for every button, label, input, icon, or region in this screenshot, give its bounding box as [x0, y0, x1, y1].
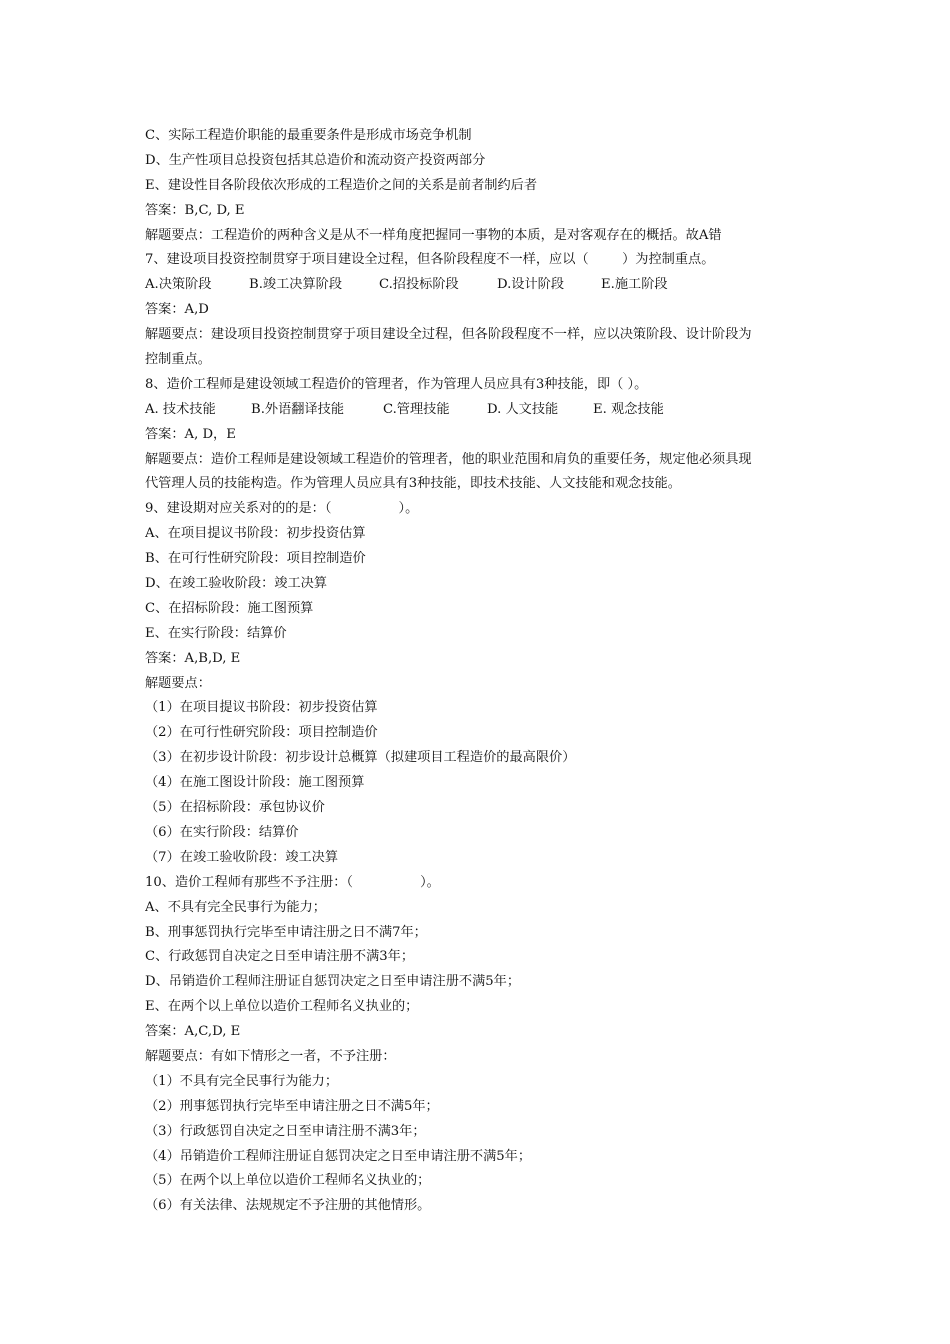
text-line: （4）吊销造价工程师注册证自惩罚决定之日至申请注册不满5年；	[145, 1148, 532, 1164]
text-line: 解题要点：有如下情形之一者，不予注册：	[145, 1048, 396, 1064]
text-line: 代管理人员的技能构造。作为管理人员应具有3种技能，即技术技能、人文技能和观念技能。	[145, 476, 681, 492]
q8-option-d: D. 人文技能	[487, 401, 559, 417]
text-line: 解题要点：建设项目投资控制贯穿于项目建设全过程，但各阶段程度不一样，应以决策阶段、设计阶段为	[145, 327, 752, 343]
q7-option-e: E.施工阶段	[601, 277, 668, 293]
text-line: 10、造价工程师有那些不予注册：（ ）。	[145, 874, 440, 890]
text-line: （6）有关法律、法规规定不予注册的其他情形。	[145, 1198, 431, 1214]
text-line: C、行政惩罚自决定之日至申请注册不满3年；	[145, 949, 415, 965]
q8-options-row	[145, 398, 825, 423]
text-line: 解题要点：	[145, 675, 211, 691]
q7-option-c: C.招投标阶段	[379, 277, 459, 293]
text-block-c	[145, 423, 825, 1220]
text-line: 答案：B,C, D, E	[145, 202, 245, 218]
q8-option-b: B.外语翻译技能	[251, 401, 345, 417]
document-page	[145, 124, 825, 1219]
q7-option-a: A.决策阶段	[145, 277, 212, 293]
text-line: （5）在两个以上单位以造价工程师名义执业的；	[145, 1173, 431, 1189]
text-line: 解题要点：工程造价的两种含义是从不一样角度把握同一事物的本质，是对客观存在的概括。故A错	[145, 227, 722, 243]
text-line: （3）在初步设计阶段：初步设计总概算（拟建项目工程造价的最高限价）	[145, 750, 576, 766]
text-line: （2）刑事惩罚执行完毕至申请注册之日不满5年；	[145, 1098, 439, 1114]
text-line: 答案：A, D，E	[145, 426, 236, 442]
text-line: D、吊销造价工程师注册证自惩罚决定之日至申请注册不满5年；	[145, 974, 521, 990]
text-line: 控制重点。	[145, 352, 211, 368]
q7-option-d: D.设计阶段	[497, 277, 565, 293]
text-line: 7、建设项目投资控制贯穿于项目建设全过程，但各阶段程度不一样，应以（ ）为控制重点。	[145, 252, 715, 268]
text-line: A、不具有完全民事行为能力；	[145, 899, 326, 915]
text-line: （7）在竣工验收阶段：竣工决算	[145, 849, 339, 865]
text-line: E、建设性目各阶段依次形成的工程造价之间的关系是前者制约后者	[145, 177, 538, 193]
q8-option-e: E. 观念技能	[593, 401, 664, 417]
text-line: （2）在可行性研究阶段：项目控制造价	[145, 725, 378, 741]
text-line: （1）不具有完全民事行为能力；	[145, 1073, 339, 1089]
text-line: （4）在施工图设计阶段：施工图预算	[145, 775, 365, 791]
text-line: （1）在项目提议书阶段：初步投资估算	[145, 700, 378, 716]
text-line: E、在实行阶段：结算价	[145, 625, 287, 641]
text-line: D、在竣工验收阶段：竣工决算	[145, 576, 328, 592]
text-line: （3）行政惩罚自决定之日至申请注册不满3年；	[145, 1123, 426, 1139]
text-line: 答案：A,B,D, E	[145, 650, 241, 666]
text-line: B、刑事惩罚执行完毕至申请注册之日不满7年；	[145, 924, 427, 940]
text-line: C、实际工程造价职能的最重要条件是形成市场竞争机制	[145, 128, 472, 143]
text-line: 答案：A,C,D, E	[145, 1024, 241, 1040]
q7-option-b: B.竣工决算阶段	[249, 277, 343, 293]
text-line: 答案：A,D	[145, 302, 209, 318]
text-line: B、在可行性研究阶段：项目控制造价	[145, 551, 366, 567]
text-line: 解题要点：造价工程师是建设领域工程造价的管理者，他的职业范围和肩负的重要任务，规定他必须具现	[145, 451, 752, 467]
text-line: E、在两个以上单位以造价工程师名义执业的；	[145, 999, 419, 1015]
text-block-a	[145, 124, 825, 273]
text-line: 8、造价工程师是建设领域工程造价的管理者，作为管理人员应具有3种技能，即（ ）。	[145, 376, 648, 392]
q8-option-a: A. 技术技能	[145, 401, 216, 417]
text-line: （6）在实行阶段：结算价	[145, 824, 299, 840]
text-block-b	[145, 298, 825, 398]
text-line: A、在项目提议书阶段：初步投资估算	[145, 526, 366, 542]
q7-options-row	[145, 273, 825, 298]
text-line: 9、建设期对应关系对的的是：（ ）。	[145, 501, 419, 517]
text-line: C、在招标阶段：施工图预算	[145, 600, 314, 616]
q8-option-c: C.管理技能	[383, 401, 450, 417]
text-line: （5）在招标阶段：承包协议价	[145, 800, 325, 816]
text-line: D、生产性项目总投资包括其总造价和流动资产投资两部分	[145, 152, 486, 168]
